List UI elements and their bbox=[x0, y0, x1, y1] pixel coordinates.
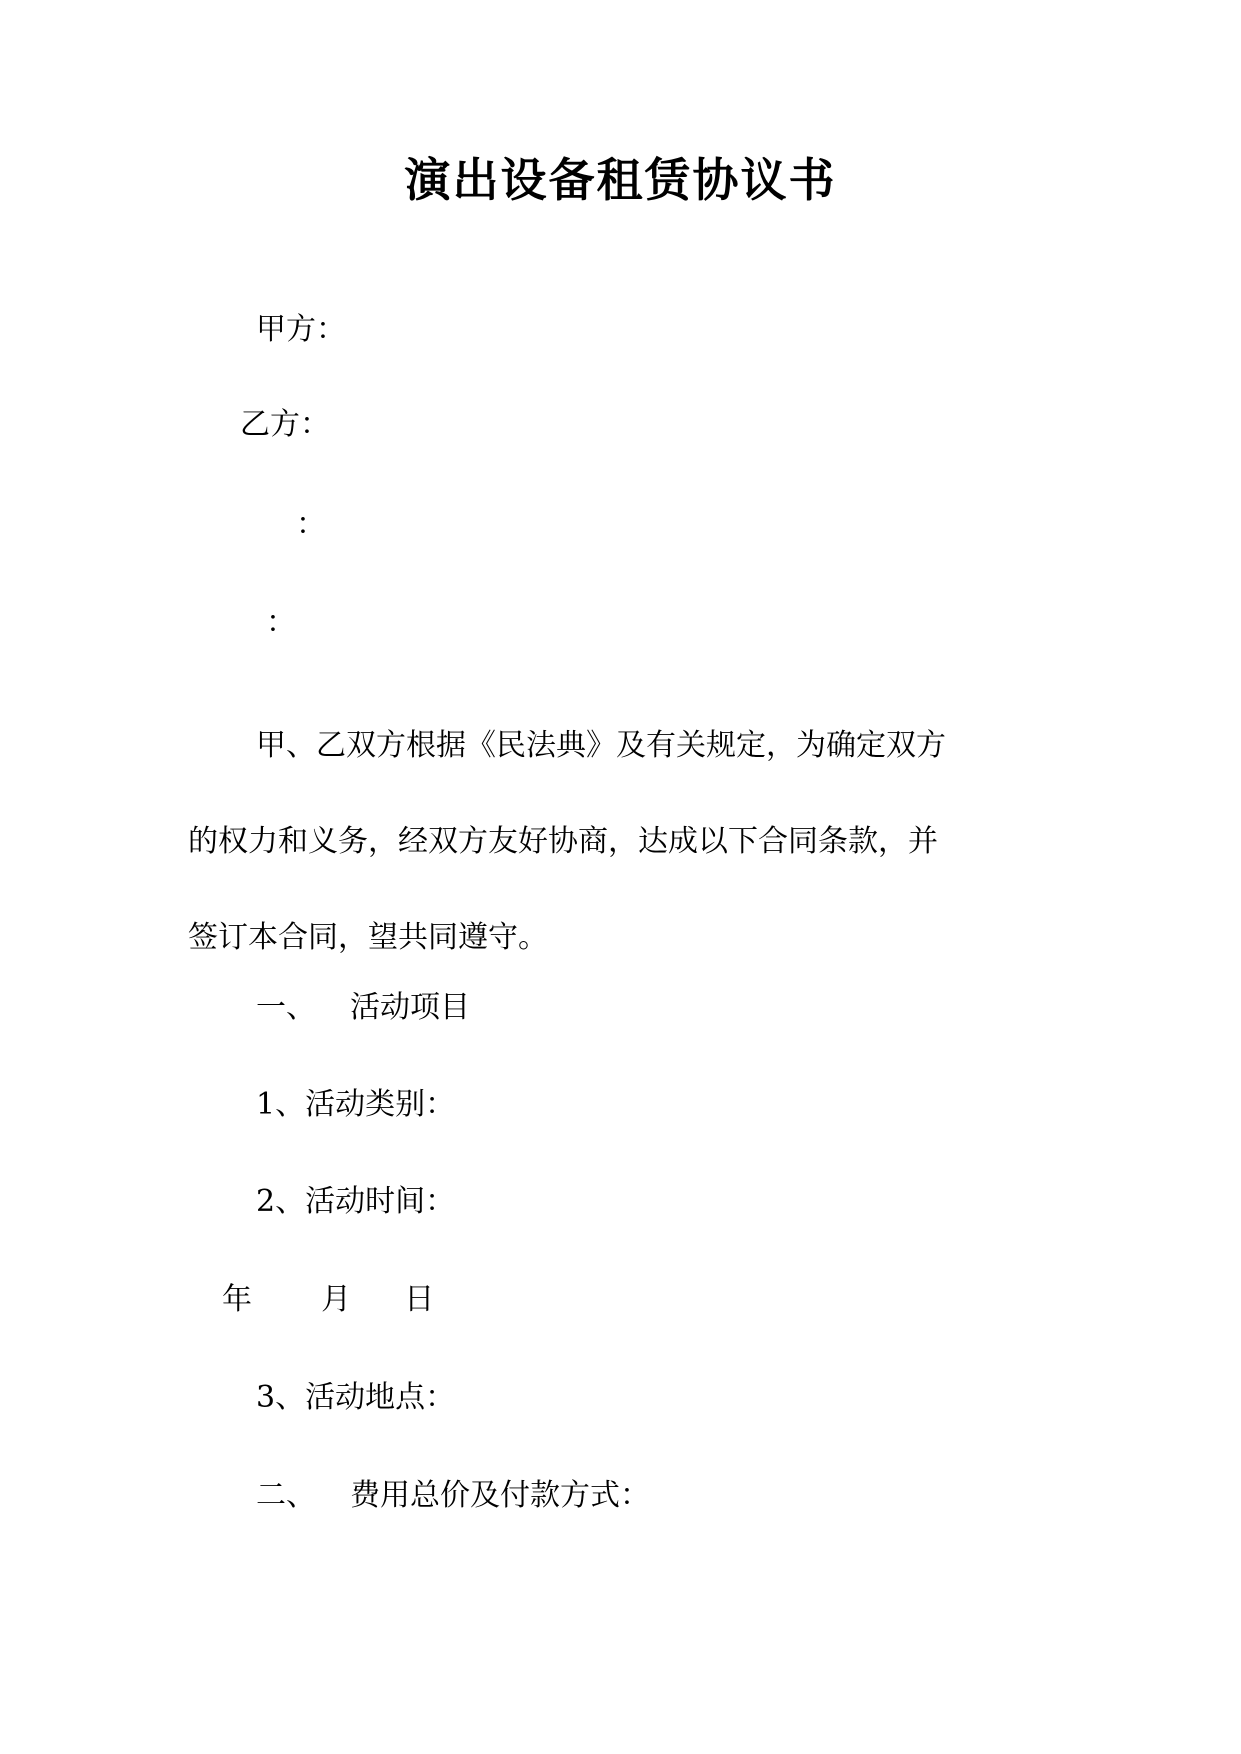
blank-field-colon-1: ： bbox=[296, 507, 326, 542]
intro-line-3: 签订本合同，望共同遵守。 bbox=[188, 920, 548, 955]
section-2-label: 费用总价及付款方式： bbox=[350, 1478, 650, 1513]
party-b-label: 乙方： bbox=[240, 407, 330, 442]
document-title: 演出设备租赁协议书 bbox=[404, 153, 837, 207]
intro-paragraph bbox=[188, 698, 1048, 986]
date-month: 月 bbox=[321, 1282, 352, 1317]
item-activity-time: 2、活动时间： bbox=[256, 1184, 456, 1219]
section-1-number: 一、 bbox=[256, 990, 316, 1025]
item-activity-location: 3、活动地点： bbox=[256, 1380, 456, 1415]
item-activity-type: 1、活动类别： bbox=[256, 1087, 456, 1122]
intro-line-1: 甲、乙双方根据《民法典》及有关规定，为确定双方 bbox=[256, 728, 946, 763]
intro-line-2: 的权力和义务，经双方友好协商，达成以下合同条款，并 bbox=[188, 824, 938, 859]
party-a-label: 甲方： bbox=[256, 312, 346, 347]
section-1-heading bbox=[256, 988, 470, 1028]
section-2-heading bbox=[256, 1476, 650, 1516]
section-2-number: 二、 bbox=[256, 1478, 316, 1513]
date-day: 日 bbox=[404, 1282, 435, 1317]
date-line bbox=[222, 1280, 434, 1320]
blank-field-colon-2: ： bbox=[266, 605, 296, 640]
date-year: 年 bbox=[222, 1282, 252, 1317]
section-1-label: 活动项目 bbox=[350, 990, 470, 1025]
